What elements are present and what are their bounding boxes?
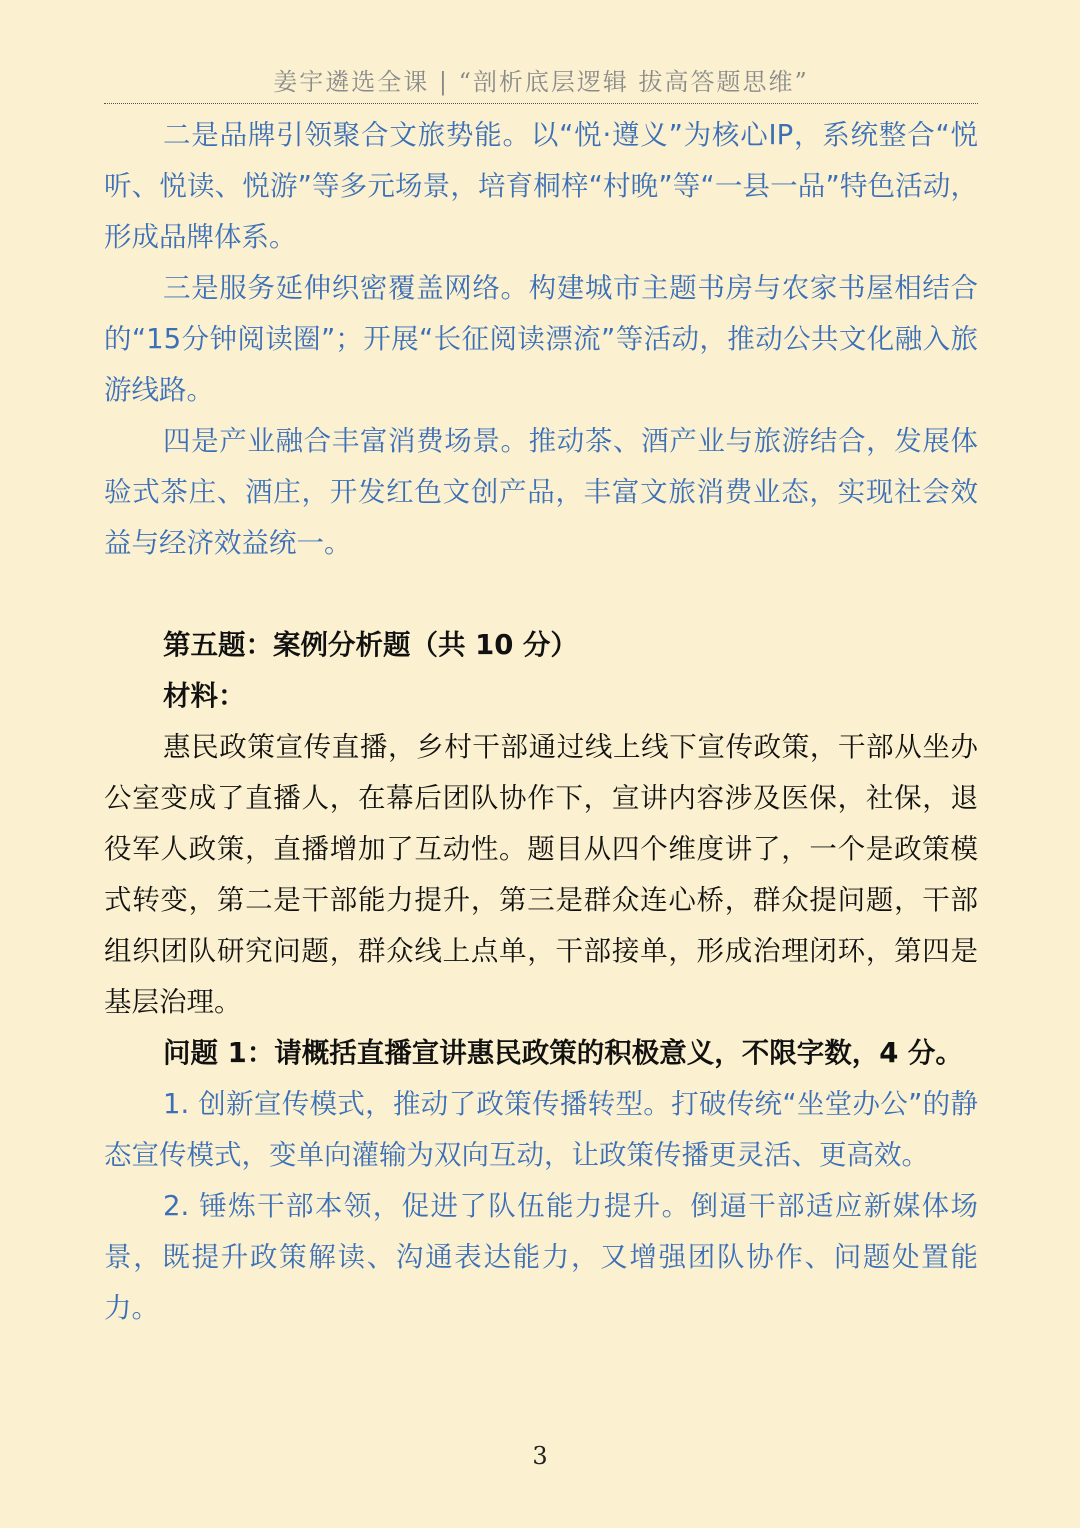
section-spacer	[104, 569, 978, 620]
answer-point-4: 四是产业融合丰富消费场景。推动茶、酒产业与旅游结合，发展体验式茶庄、酒庄，开发红色文创产品，丰富文旅消费业态，实现社会效益与经济效益统一。	[104, 425, 978, 559]
material-text: 惠民政策宣传直播，乡村干部通过线上线下宣传政策，干部从坐办公室变成了直播人，在幕后团队协作下，宣讲内容涉及医保，社保，退役军人政策，直播增加了互动性。题目从四个维度讲了，一个是政策模式转变，第二是干部能力提升，第三是群众连心桥，群众提问题，干部组织团队研究问题，群众线上点单，干部接单，形成治理闭环，第四是基层治理。	[104, 731, 978, 1018]
answer-1: 1. 创新宣传模式，推动了政策传播转型。打破传统“坐堂办公”的静态宣传模式，变单向灌输为双向互动，让政策传播更灵活、更高效。	[104, 1088, 978, 1171]
answer-point-3: 三是服务延伸织密覆盖网络。构建城市主题书房与农家书屋相结合的“15分钟阅读圈”；开展“长征阅读漂流”等活动，推动公共文化融入旅游线路。	[104, 272, 978, 406]
page-header: 姜宇遴选全课 | “剖析底层逻辑 拔高答题思维”	[273, 68, 809, 96]
material-label: 材料：	[163, 680, 246, 712]
question-title: 第五题：案例分析题（共 10 分）	[163, 629, 578, 661]
page-number: 3	[532, 1442, 548, 1470]
page-content	[104, 110, 978, 1334]
answer-point-2: 二是品牌引领聚合文旅势能。以“悦·遵义”为核心IP，系统整合“悦听、悦读、悦游”等多元场景，培育桐梓“村晚”等“一县一品”特色活动，形成品牌体系。	[104, 119, 978, 253]
answer-2: 2. 锤炼干部本领，促进了队伍能力提升。倒逼干部适应新媒体场景，既提升政策解读、沟通表达能力，又增强团队协作、问题处置能力。	[104, 1190, 978, 1324]
question-1: 问题 1：请概括直播宣讲惠民政策的积极意义，不限字数，4 分。	[163, 1037, 963, 1069]
header-divider	[104, 103, 978, 104]
